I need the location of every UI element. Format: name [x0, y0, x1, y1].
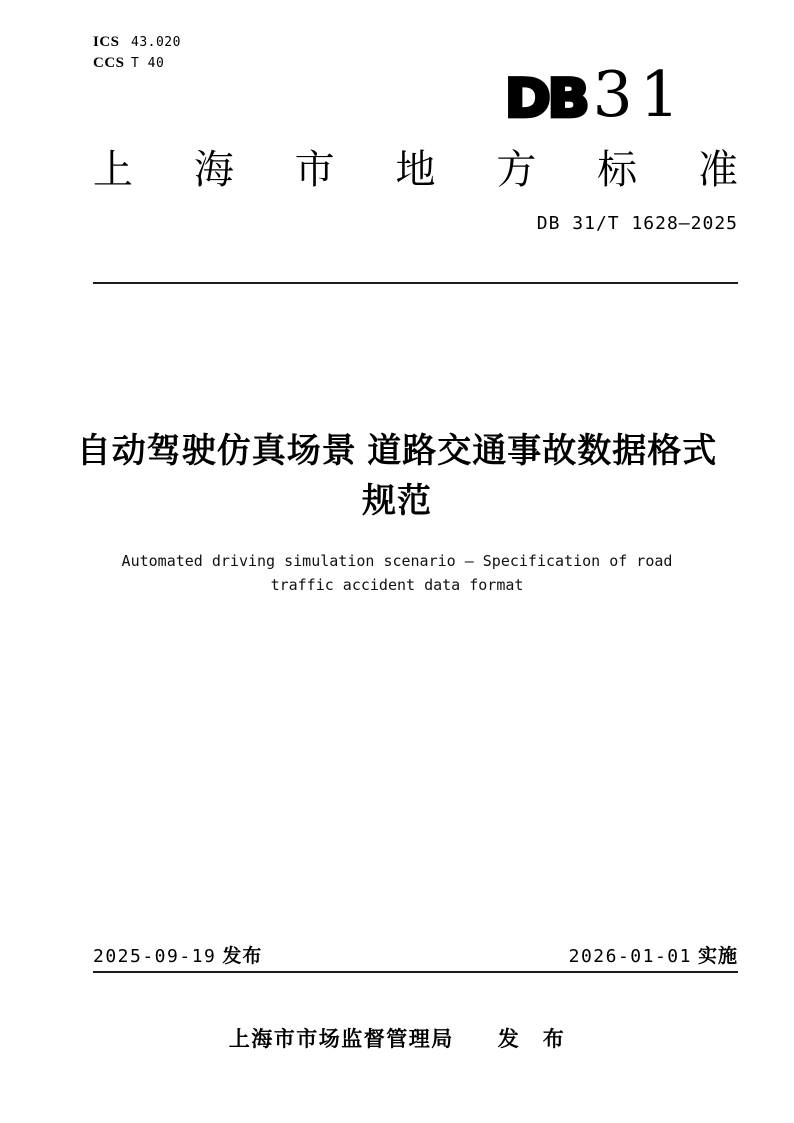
publish-date: 2025-09-19: [93, 946, 217, 967]
classification-codes: [93, 34, 181, 76]
implement-date: 2026-01-01: [568, 946, 692, 967]
db31-logo: [505, 58, 687, 132]
publisher-action: 发 布: [497, 1028, 566, 1051]
document-title-english-line1: Automated driving simulation scenario — Specification of road: [121, 552, 673, 570]
implement-label: 实施: [697, 946, 738, 967]
document-title: [40, 426, 754, 526]
ics-label: ICS: [93, 34, 120, 50]
document-title-english-line2: traffic accident data format: [270, 576, 524, 594]
publish-date-group: [93, 941, 262, 968]
standard-number: DB 31/T 1628—2025: [536, 213, 738, 234]
publisher-row: [40, 1023, 754, 1053]
document-title-line2: 规范: [362, 482, 432, 520]
implement-date-group: [569, 941, 738, 968]
dates-row: [93, 941, 738, 968]
publisher-name: 上海市市场监督管理局: [228, 1028, 454, 1051]
bottom-horizontal-rule: [93, 971, 738, 973]
publish-label: 发布: [222, 946, 263, 967]
top-horizontal-rule: [93, 282, 738, 284]
document-title-line1: 自动驾驶仿真场景 道路交通事故数据格式: [76, 432, 718, 470]
ics-code-row: [93, 34, 181, 55]
ccs-value: T 40: [131, 56, 165, 71]
db31-logo-number: 31: [592, 58, 687, 132]
document-title-english: [40, 549, 754, 597]
standard-type-heading: 上海市地方标准: [93, 148, 738, 192]
ccs-code-row: [93, 55, 181, 76]
ics-value: 43.020: [131, 35, 181, 50]
ccs-label: CCS: [93, 55, 125, 71]
db31-logo-db-mark: DB: [505, 68, 587, 129]
